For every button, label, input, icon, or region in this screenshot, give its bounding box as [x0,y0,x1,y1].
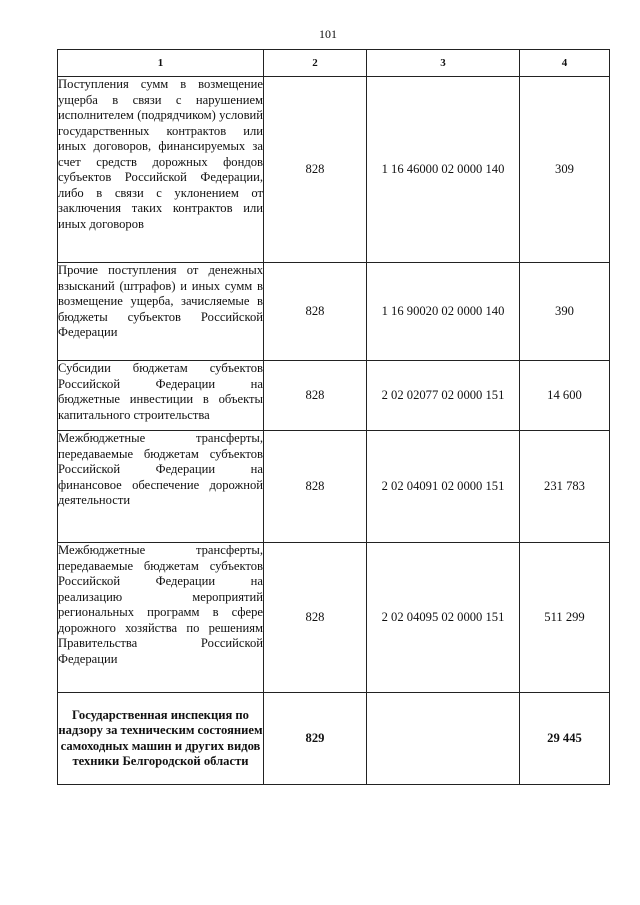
agency-name-cell: Государственная инспекция по надзору за техническим состоянием самоходных машин и других видов техники Белгородской области [58,693,264,785]
admin-code-cell: 828 [264,77,367,263]
column-header-4: 4 [520,50,610,77]
revenue-name-cell: Поступления сумм в возмещение ущерба в связи с нарушением исполнителем (подрядчиком) условий государственных контрактов или иных договоров, финансируемых за счет средств дорожных фондов субъектов Российской Федерации, либо в связи с уклонением от заключения таких контрактов или иных договоров [58,77,264,263]
table-row [58,431,610,543]
column-header-1: 1 [58,50,264,77]
budget-class-code-cell: 2 02 04091 02 0000 151 [367,431,520,543]
table-row [58,361,610,431]
admin-code-cell: 828 [264,543,367,693]
revenue-name-cell: Межбюджетные трансферты, передаваемые бюджетам субъектов Российской Федерации на финансовое обеспечение дорожной деятельности [58,431,264,543]
amount-cell: 309 [520,77,610,263]
table-row [58,77,610,263]
budget-class-code-cell: 2 02 02077 02 0000 151 [367,361,520,431]
page-number: 101 [319,27,337,41]
admin-code-cell: 829 [264,693,367,785]
table-row [58,263,610,361]
budget-class-code-cell: 1 16 90020 02 0000 140 [367,263,520,361]
column-header-3: 3 [367,50,520,77]
table-header-row [58,50,610,77]
budget-class-code-cell: 1 16 46000 02 0000 140 [367,77,520,263]
budget-class-code-cell: 2 02 04095 02 0000 151 [367,543,520,693]
budget-class-code-cell [367,693,520,785]
amount-cell: 390 [520,263,610,361]
revenue-name-cell: Прочие поступления от денежных взысканий (штрафов) и иных сумм в возмещение ущерба, зачисляемые в бюджеты субъектов Российской Федерации [58,263,264,361]
column-header-2: 2 [264,50,367,77]
amount-cell: 14 600 [520,361,610,431]
revenue-name-cell: Межбюджетные трансферты, передаваемые бюджетам субъектов Российской Федерации на реализацию мероприятий региональных программ в сфере дорожного хозяйства по решениям Правительства Российской Федерации [58,543,264,693]
table-row-agency-total [58,693,610,785]
amount-cell: 29 445 [520,693,610,785]
admin-code-cell: 828 [264,431,367,543]
revenue-name-cell: Субсидии бюджетам субъектов Российской Федерации на бюджетные инвестиции в объекты капитального строительства [58,361,264,431]
admin-code-cell: 828 [264,361,367,431]
amount-cell: 511 299 [520,543,610,693]
admin-code-cell: 828 [264,263,367,361]
table-row [58,543,610,693]
amount-cell: 231 783 [520,431,610,543]
budget-revenue-table [57,49,610,785]
